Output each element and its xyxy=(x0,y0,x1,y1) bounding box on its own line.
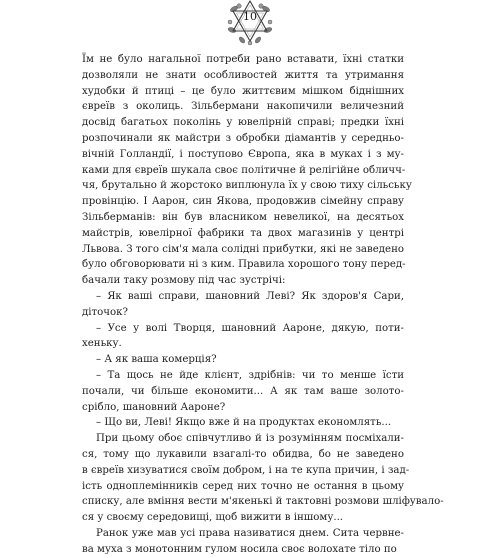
text-line: дозволяли не знати особливостей життя та утримання xyxy=(82,69,404,81)
paragraph xyxy=(82,415,404,431)
text-line: було обговорювати ні з ким. Правила хорошого тону перед- xyxy=(82,259,406,271)
star-of-david-icon xyxy=(218,0,282,48)
paragraph xyxy=(82,352,404,368)
paragraph xyxy=(82,431,444,526)
text-line: ся у своєму середовищі, щоб вижити в іншому... xyxy=(82,512,344,524)
text-line: почали, чи більше економити... А як там ваше золото- xyxy=(82,385,404,397)
text-line: діточок? xyxy=(82,306,128,318)
text-line: ва муха з монотонним гулом носила своє волохате тіло по xyxy=(82,543,397,555)
text-line: хеньку. xyxy=(82,338,122,350)
text-line: Ранок уже мав усі права називатися днем. Сита червне- xyxy=(96,527,404,539)
text-line: – Як ваші справи, шановний Леві? Як здоров'я Сари, xyxy=(96,290,404,302)
page-number-ornament xyxy=(218,0,282,48)
text-line: – Та щось не йде клієнт, здрібнів: чи то менше їсти xyxy=(96,369,404,381)
text-line: досвід багатьох поколінь у ювелірній справі; предки їхні xyxy=(82,117,404,129)
text-line: срібло, шановний Аароне? xyxy=(82,401,226,413)
text-line: євреїв з околиць. Зільбермани накопичили величезний xyxy=(82,101,404,113)
text-line: в євреїв хизуватися своїм добром, і на те купа причин, і зад- xyxy=(82,464,410,476)
text-line: бачали таку розмову під час зустрічі: xyxy=(82,275,286,287)
text-line: При цьому обоє співчутливо й із розумінням посміхали- xyxy=(96,433,404,445)
text-line: – Що ви, Леві! Якщо вже й на продуктах економлять... xyxy=(96,417,392,429)
paragraph xyxy=(82,321,404,353)
text-line: худобки й птиці – це було життєвим мішком біднішних xyxy=(82,85,404,97)
text-line: Зільберманів: він був власником невеликої, на десятьох xyxy=(82,211,404,223)
text-line: Їм не було нагальної потреби рано вставати, їхні статки xyxy=(82,54,404,65)
paragraph xyxy=(82,289,404,321)
paragraph xyxy=(82,526,404,558)
text-line: Львова. З того сім'я мала солідні прибутки, які не заведено xyxy=(82,243,404,255)
text-line: ками для євреїв шукала своє політичне й релігійне обличч- xyxy=(82,164,406,176)
body-text xyxy=(82,52,444,558)
text-line: списку, але вміння вести м'якенькі й тактовні розмови шліфувало- xyxy=(82,496,444,508)
text-line: розпочинали як майстри з обробки діамантів у середньо- xyxy=(82,132,404,144)
text-line: вічній Голландії, і поступово Європа, яка в муках і з му- xyxy=(82,148,404,160)
page-number: 10 xyxy=(243,10,257,23)
text-line: – Усе у волі Творця, шановний Аароне, дякую, поти- xyxy=(96,322,404,334)
text-line: провінцію. І Аарон, син Якова, продовжив сімейну справу xyxy=(82,196,404,208)
text-line: майстрів, ювелірної фабрики та двох магазинів у центрі xyxy=(82,227,404,239)
paragraph xyxy=(82,52,412,289)
paragraph xyxy=(82,368,404,415)
text-line: ість одноплемінників серед них точно не остання в цьому xyxy=(82,480,404,492)
text-line: – А як ваша комерція? xyxy=(96,354,217,366)
text-line: чя, брутально й жорстоко виплюнула їх у свою тиху сільську xyxy=(82,180,412,192)
text-line: ся, тому що лукавили взагалі-то обидва, бо не заведено xyxy=(82,448,404,460)
